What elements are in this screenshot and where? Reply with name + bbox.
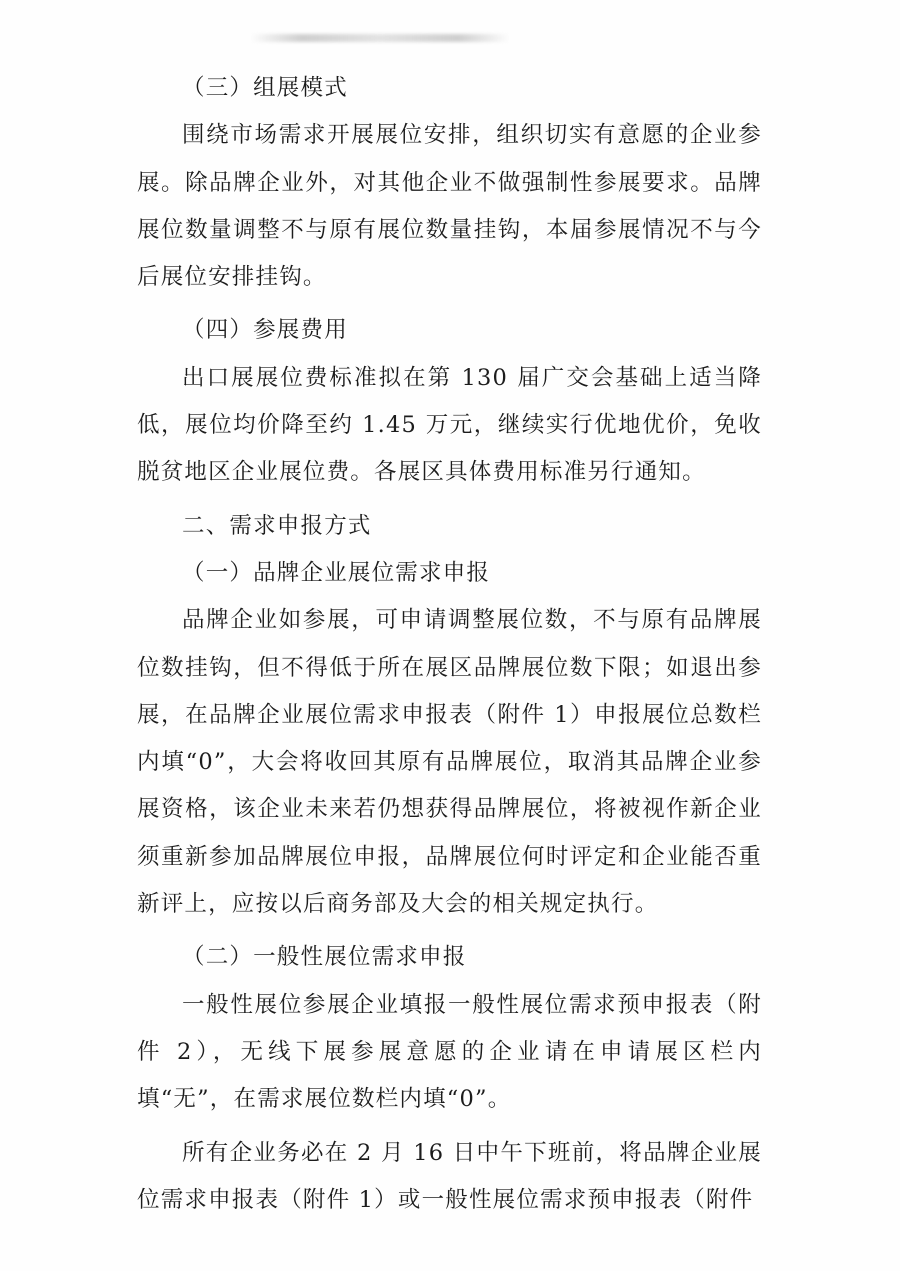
paragraph-brand-booth: 品牌企业如参展，可申请调整展位数，不与原有品牌展位数挂钩，但不得低于所在展区品牌展位数下限；如退出参展，在品牌企业展位需求申报表（附件 1）申报展位总数栏内填“0”，大会将收回其原有品牌展位，取消其品牌企业参展资格，该企业未来若仍想获得品牌展位，将被视作新企业须重新参加品牌展位申报，品牌展位何时评定和企业能否重新评上，应按以后商务部及大会的相关规定执行。 (137, 607, 762, 918)
paragraph-fees: 出口展展位费标准拟在第 130 届广交会基础上适当降低，展位均价降至约 1.45 万元，继续实行优地优价，免收脱贫地区企业展位费。各展区具体费用标准另行通知。 (137, 364, 762, 486)
paragraph-exhibition-mode: 围绕市场需求开展展位安排，组织切实有意愿的企业参展。除品牌企业外，对其他企业不做强制性参展要求。品牌展位数量调整不与原有展位数量挂钩，本届参展情况不与今后展位安排挂钩。 (137, 122, 762, 291)
section-heading-brand-booth: （一）品牌企业展位需求申报 (182, 559, 491, 586)
paragraph-general-booth: 一般性展位参展企业填报一般性展位需求预申报表（附件 2），无线下展参展意愿的企业请在申请展区栏内填“无”，在需求展位数栏内填“0”。 (137, 991, 762, 1113)
section-heading-application: 二、需求申报方式 (182, 512, 372, 539)
scan-artifact (250, 34, 510, 42)
paragraph-deadline: 所有企业务必在 2 月 16 日中午下班前，将品牌企业展位需求申报表（附件 1）或一般性展位需求预申报表（附件 (137, 1139, 762, 1213)
section-heading-general-booth: （二）一般性展位需求申报 (182, 944, 467, 971)
section-heading-fees: （四）参展费用 (182, 317, 348, 344)
document-body (137, 65, 762, 1224)
section-heading-exhibition-mode: （三）组展模式 (182, 75, 348, 101)
